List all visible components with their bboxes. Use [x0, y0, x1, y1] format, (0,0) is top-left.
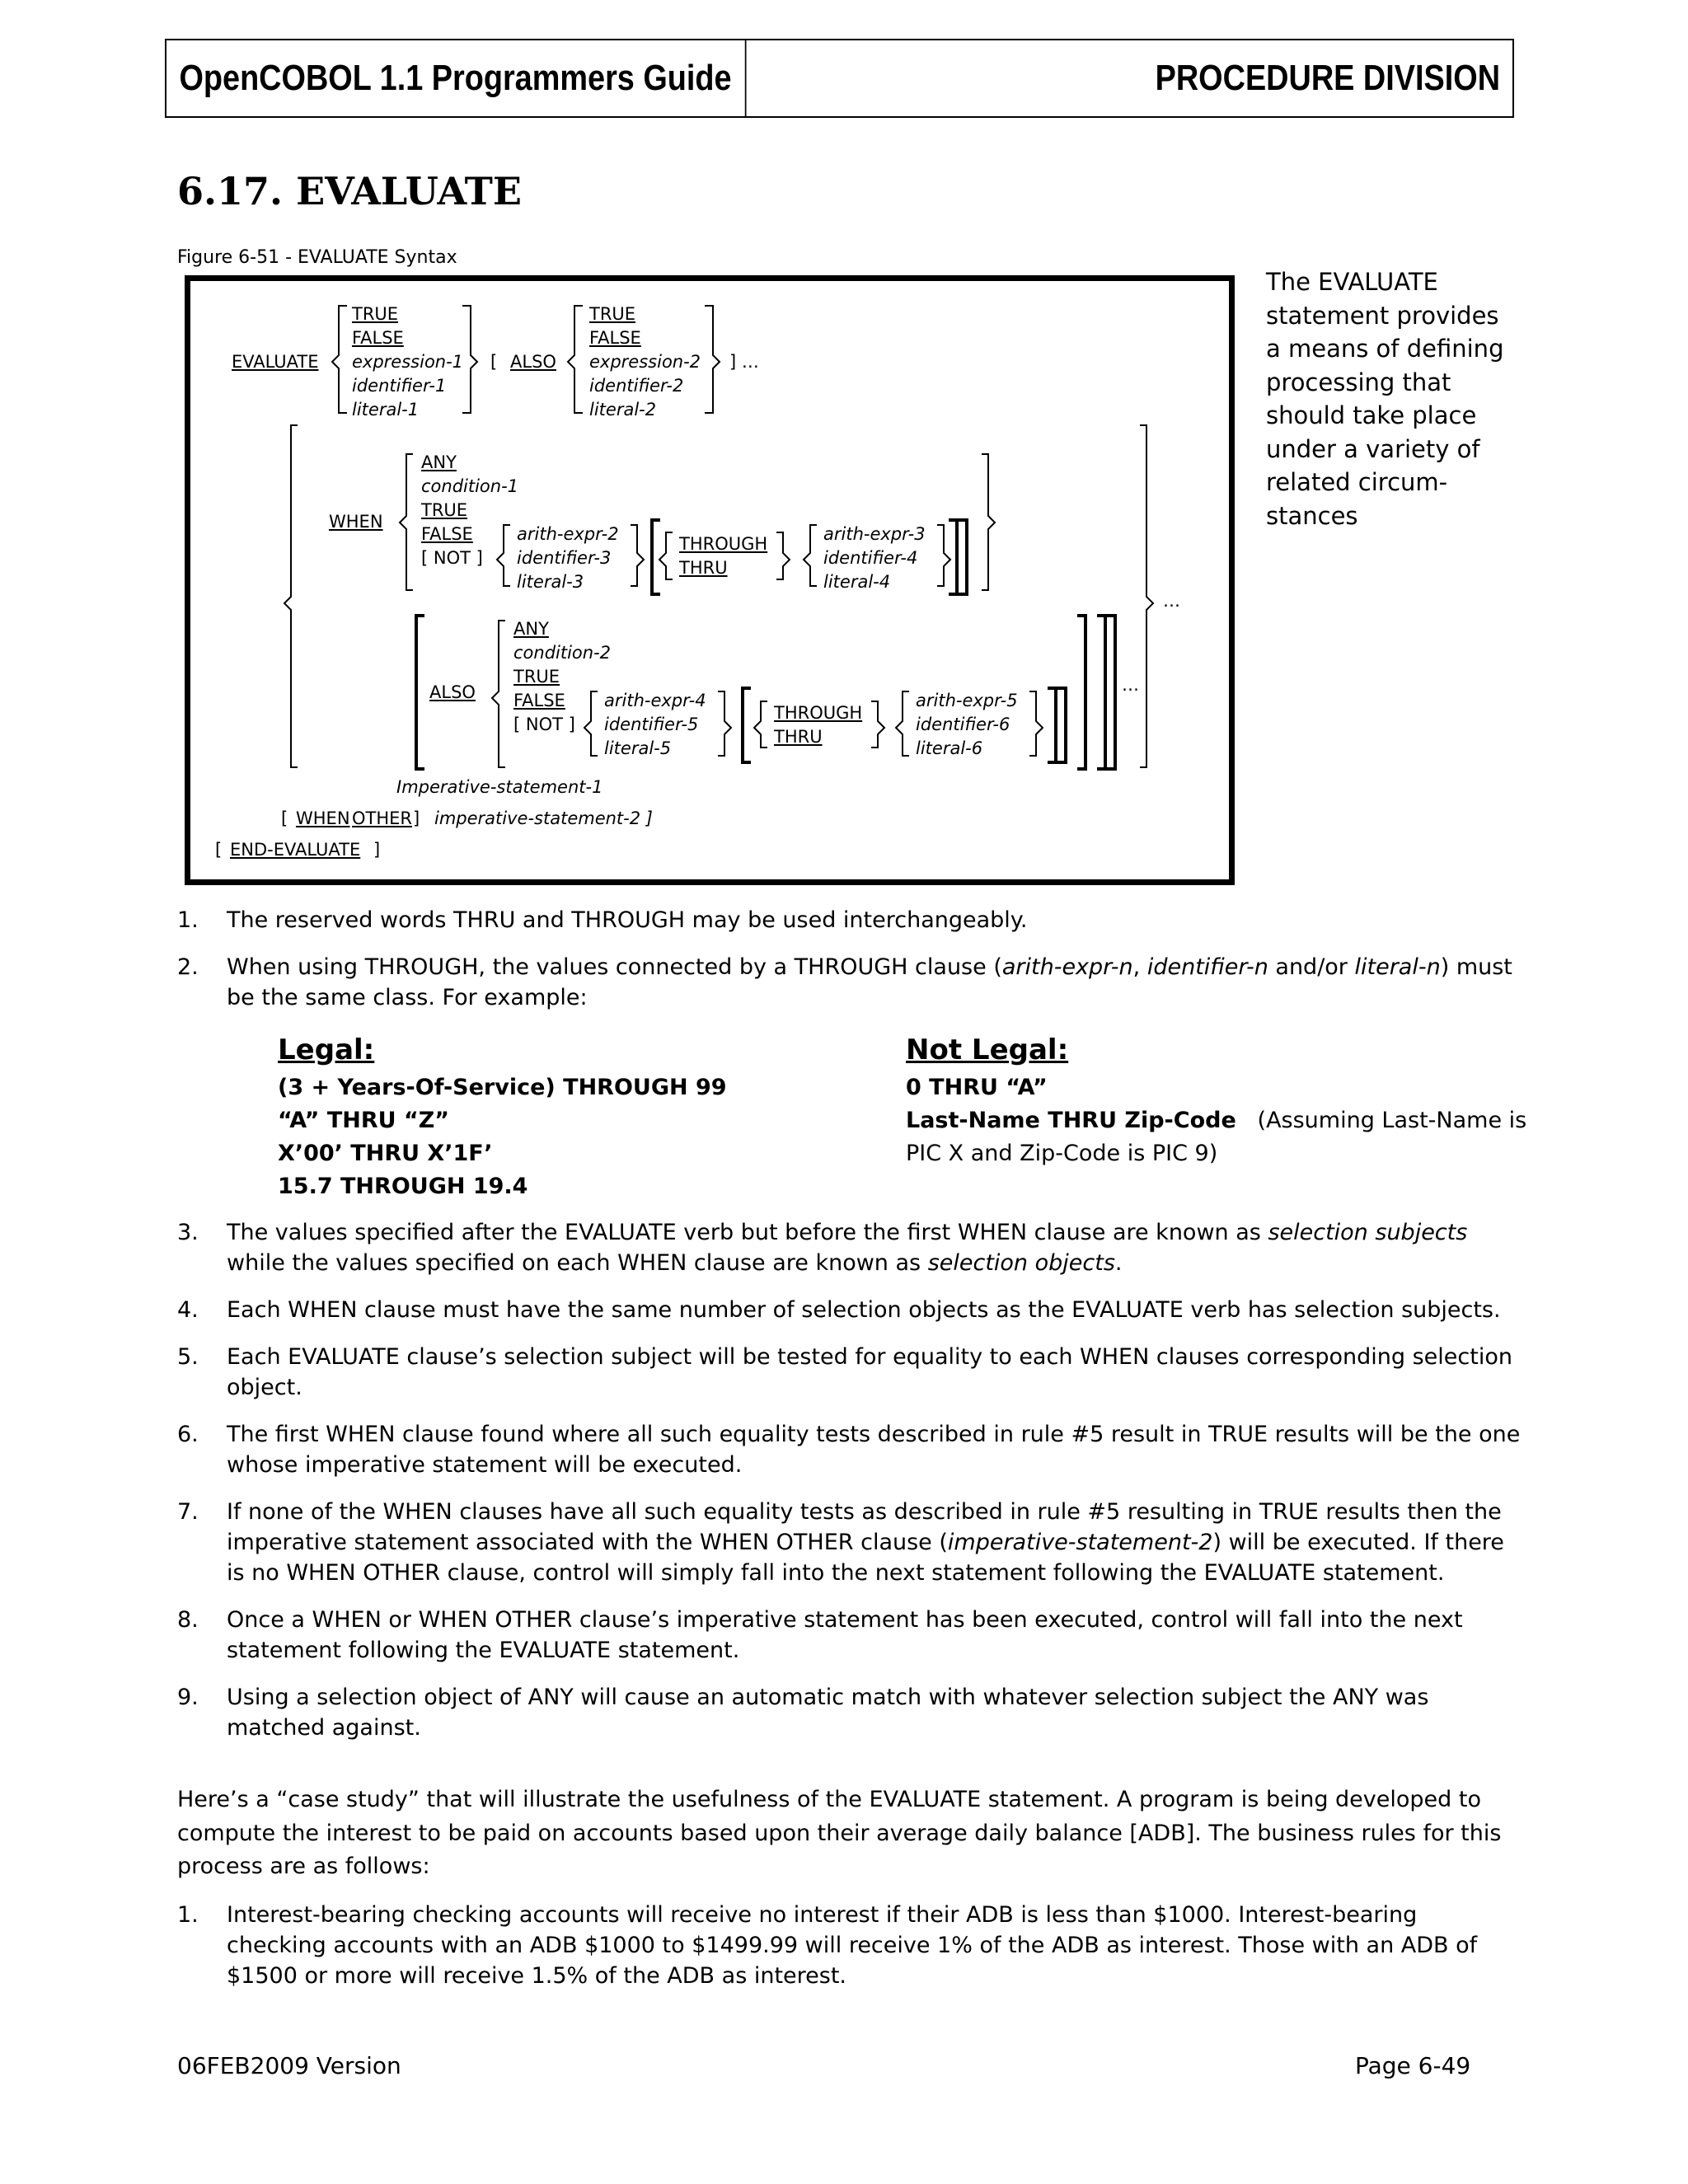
rule-text-pre: When using THROUGH, the values connected by a THROUGH clause ( — [227, 954, 1002, 980]
list-number: 5. — [177, 1344, 199, 1370]
rule-text: Using a selection object of ANY will cause an automatic match with whatever selection subject the ANY was matched against. — [227, 1685, 1429, 1741]
subj1-true: TRUE — [352, 304, 399, 324]
rule-sep-2: and/or — [1268, 954, 1355, 980]
rules-list-a — [177, 905, 1521, 1029]
list-number: 1. — [177, 1902, 199, 1928]
subj1-literal: literal-1 — [352, 400, 420, 419]
not-legal-example: 0 THRU “A” — [906, 1075, 1048, 1100]
when-condition: condition-1 — [421, 476, 519, 496]
syntax-brackets — [190, 281, 1229, 879]
when-true: TRUE — [421, 500, 468, 520]
rule-text: The first WHEN clause found where all such equality tests described in rule #5 result in TRUE results will be the one whose imperative statement will be executed. — [227, 1422, 1521, 1478]
evaluate-keyword: EVALUATE — [232, 352, 319, 372]
division-title: PROCEDURE DIVISION — [1155, 58, 1500, 98]
when-literal-3: literal-3 — [517, 572, 584, 592]
subj1-false: FALSE — [352, 328, 404, 348]
side-description: The EVALUATE statement provides a means of defining processing that should take place under a variety of related circum-stances — [1266, 268, 1504, 530]
when-keyword: WHEN — [329, 512, 383, 532]
end-evaluate-close-bracket: ] — [373, 840, 381, 860]
imperative-statement-2: imperative-statement-2 ] — [434, 808, 653, 828]
list-item — [177, 1419, 1521, 1480]
rule-text: while the values specified on each WHEN clause are known as — [227, 1250, 928, 1276]
rule-text: The reserved words THRU and THROUGH may be used interchangeably. — [227, 907, 1028, 933]
rule-italic: selection objects — [927, 1250, 1115, 1276]
legal-example: “A” THRU “Z” — [278, 1108, 450, 1133]
rule-text-post: ) must be the same class. For example: — [227, 954, 1512, 1010]
list-item — [177, 1342, 1521, 1403]
list-item — [177, 905, 1521, 935]
when-any: ANY — [421, 452, 457, 472]
when-identifier-4: identifier-4 — [823, 548, 918, 568]
list-number: 4. — [177, 1297, 199, 1323]
when-false: FALSE — [421, 524, 473, 544]
also2-keyword: ALSO — [429, 682, 476, 702]
rule-italic: imperative-statement-2 — [947, 1530, 1213, 1555]
also-any: ANY — [513, 619, 549, 639]
rule-italic-arith: arith-expr-n — [1001, 954, 1133, 980]
when-other-open-bracket: [ — [281, 808, 288, 828]
case-study-paragraph: Here’s a “case study” that will illustrate the usefulness of the EVALUATE statement. A program is being developed to compute the interest to be paid on accounts based upon their average daily balance [ADB]. The business rules for this process are as follows: — [177, 1787, 1502, 1879]
list-number: 8. — [177, 1607, 199, 1633]
list-item — [177, 1217, 1521, 1278]
also-not: [ NOT ] — [513, 715, 575, 734]
when-arith-expr-2: arith-expr-2 — [517, 524, 619, 544]
subj2-false: FALSE — [589, 328, 641, 348]
list-number: 7. — [177, 1499, 199, 1525]
rule-text: Once a WHEN or WHEN OTHER clause’s imperative statement has been executed, control will fall into the next statement following the EVALUATE statement. — [227, 1607, 1463, 1663]
not-legal-column — [906, 1032, 1532, 1170]
rule-text: Each EVALUATE clause’s selection subject will be tested for equality to each WHEN clauses corresponding selection object. — [227, 1344, 1512, 1400]
when-other-when: WHEN — [296, 808, 350, 828]
also-arith-expr-4: arith-expr-4 — [604, 691, 706, 710]
list-number: 9. — [177, 1685, 199, 1710]
end-evaluate-keyword: END-EVALUATE — [230, 840, 361, 860]
subj2-literal: literal-2 — [589, 400, 657, 419]
when-other-other: OTHER — [352, 808, 413, 828]
legal-column — [278, 1032, 727, 1203]
also-false: FALSE — [513, 691, 565, 710]
list-item — [177, 1605, 1521, 1666]
rules-list-b — [177, 1217, 1521, 1760]
legal-example: X’00’ THRU X’1F’ — [278, 1141, 493, 1166]
rule-italic-literal: literal-n — [1354, 954, 1441, 980]
when-arith-expr-3: arith-expr-3 — [823, 524, 926, 544]
when-not: [ NOT ] — [421, 548, 483, 568]
subj2-true: TRUE — [589, 304, 636, 324]
also-ellipsis: … — [1122, 675, 1139, 695]
list-item — [177, 1900, 1521, 1991]
footer-page-number: Page 6-49 — [1355, 2052, 1471, 2079]
subject-close-ellipsis: ] … — [729, 352, 759, 372]
footer-version: 06FEB2009 Version — [177, 2052, 401, 2079]
list-item — [177, 1295, 1521, 1325]
subj1-identifier: identifier-1 — [352, 376, 447, 396]
not-legal-example: Last-Name THRU Zip-Code — [906, 1108, 1236, 1133]
not-legal-heading: Not Legal: — [906, 1033, 1069, 1066]
syntax-diagram — [185, 275, 1235, 885]
when-through: THROUGH — [679, 534, 768, 554]
subj1-expression: expression-1 — [352, 352, 464, 372]
rule-text: Each WHEN clause must have the same number of selection objects as the EVALUATE verb has selection subjects. — [227, 1297, 1501, 1323]
list-number: 1. — [177, 907, 199, 933]
when-ellipsis: … — [1163, 591, 1180, 611]
imperative-statement-1: Imperative-statement-1 — [396, 777, 603, 797]
subj2-identifier: identifier-2 — [589, 376, 684, 396]
business-rule-text: Interest-bearing checking accounts will receive no interest if their ADB is less than $1000. Interest-bearing checking accounts with an ADB $1000 to $1499.99 will receive 1% of the ADB as interest. Those with an ADB of $1500 or more will receive 1.5% of the ADB as interest. — [227, 1902, 1478, 1989]
rule-text: ) will be executed. If there is no WHEN OTHER clause, control will simply fall into the next statement following the EVALUATE statement. — [227, 1530, 1504, 1586]
also-open-bracket: [ — [490, 352, 498, 372]
when-other-close-bracket: ] — [413, 808, 420, 828]
also-condition: condition-2 — [513, 643, 612, 663]
legal-example: 15.7 THROUGH 19.4 — [278, 1174, 528, 1199]
not-legal-note-cont: PIC X and Zip-Code is PIC 9) — [906, 1141, 1218, 1166]
rule-sep-1: , — [1132, 954, 1147, 980]
legal-heading: Legal: — [278, 1033, 375, 1066]
list-item — [177, 1497, 1521, 1588]
also-keyword: ALSO — [510, 352, 556, 372]
rule-text: If none of the WHEN clauses have all such equality tests as described in rule #5 resulting in TRUE results then the imperative statement associated with the WHEN OTHER clause ( — [227, 1499, 1502, 1555]
also-thru: THRU — [774, 727, 823, 747]
page-header — [165, 39, 1514, 118]
also-through: THROUGH — [774, 703, 863, 723]
also-true: TRUE — [513, 667, 560, 687]
also-literal-5: literal-5 — [604, 738, 672, 758]
section-title: 6.17. EVALUATE — [177, 169, 522, 213]
also-literal-6: literal-6 — [916, 738, 983, 758]
list-number: 3. — [177, 1220, 199, 1245]
also-identifier-5: identifier-5 — [604, 715, 699, 734]
guide-title: OpenCOBOL 1.1 Programmers Guide — [166, 40, 746, 116]
legal-example: (3 + Years-Of-Service) THROUGH 99 — [278, 1075, 727, 1100]
when-thru: THRU — [679, 558, 728, 578]
list-number: 6. — [177, 1422, 199, 1447]
rule-text: The values specified after the EVALUATE verb but before the first WHEN clause are known as — [227, 1220, 1268, 1245]
rule-italic: selection subjects — [1268, 1220, 1468, 1245]
figure-caption: Figure 6-51 - EVALUATE Syntax — [177, 247, 457, 268]
rule-italic-identifier: identifier-n — [1146, 954, 1268, 980]
list-item — [177, 1682, 1521, 1743]
when-literal-4: literal-4 — [823, 572, 891, 592]
rule-text: . — [1114, 1250, 1123, 1276]
subj2-expression: expression-2 — [589, 352, 701, 372]
list-item — [177, 952, 1521, 1013]
not-legal-note: (Assuming Last-Name is — [1257, 1108, 1527, 1133]
when-identifier-3: identifier-3 — [517, 548, 612, 568]
also-identifier-6: identifier-6 — [916, 715, 1010, 734]
list-number: 2. — [177, 954, 199, 980]
business-rules-list — [177, 1900, 1521, 2008]
end-evaluate-open-bracket: [ — [215, 840, 223, 860]
also-arith-expr-5: arith-expr-5 — [916, 691, 1018, 710]
